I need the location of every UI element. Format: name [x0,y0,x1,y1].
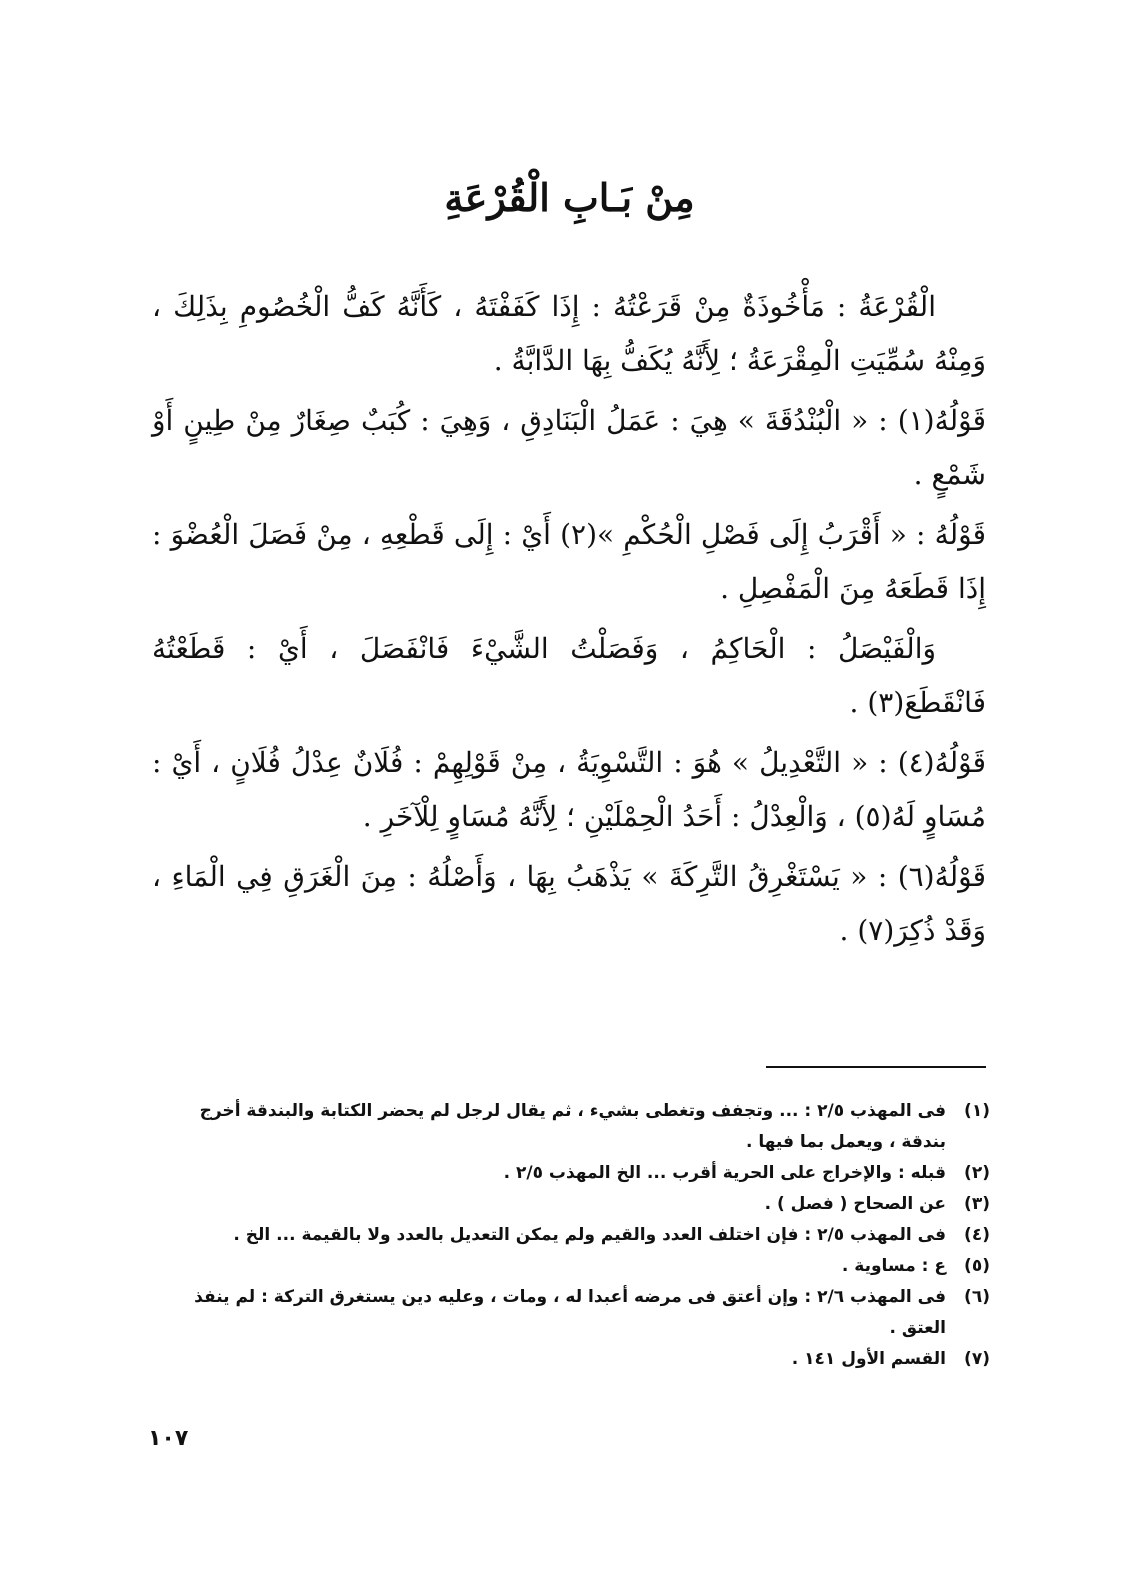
paragraph-qura-definition: الْقُرْعَةُ : مَأْخُوذَةٌ مِنْ قَرَعْتُهُ : إِذَا كَفَفْتَهُ ، كَأَنَّهُ كَفُّ الْخُصُومِ بِذَلِكَ ، وَمِنْهُ سُمِّيَتِ الْمِقْرَعَةُ ؛ لِأَنَّهُ يُكَفُّ بِهَا الدَّابَّةُ . [152,290,986,377]
footnote-3 [150,1189,990,1220]
footnote-number: (٤) [964,1225,990,1245]
paragraph-bunduqa: قَوْلُهُ(١) : « الْبُنْدُقَةَ » هِيَ : عَمَلُ الْبَنَادِقِ ، وَهِيَ : كُبَبٌ صِغَارٌ مِنْ طِينٍ أَوْ شَمْعٍ . [152,404,986,491]
footnote-text: فى المهذب ٢/٦ : وإن أعتق فى مرضه أعبدا له ، ومات ، وعليه دين يستغرق التركة : لم ينفذ العتق . [194,1287,946,1338]
paragraph-fasl-hukm: قَوْلُهُ : « أَقْرَبُ إِلَى فَصْلِ الْحُكْمِ »(٢) أَيْ : إِلَى قَطْعِهِ ، مِنْ فَصَلَ الْعُضْوَ : إِذَا قَطَعَهُ مِنَ الْمَفْصِلِ . [152,518,986,605]
footnote-number: (٧) [964,1349,990,1369]
footnote-text: ع : مساوية . [841,1256,946,1276]
footnote-text: قبله : والإخراج على الحرية أقرب ... الخ المهذب ٢/٥ . [503,1163,946,1183]
page-number: ١٠٧ [148,1426,189,1451]
footnote-1 [150,1096,990,1158]
main-text [152,280,986,964]
footnote-text: فى المهذب ٢/٥ : ... وتجفف وتغطى بشيء ، ثم يقال لرجل لم يحضر الكتابة والبندقة أخرج بندقة ، ويعمل بما فيها . [199,1101,946,1152]
footnote-number: (٢) [964,1163,990,1183]
footnote-6 [150,1282,990,1344]
footnote-5 [150,1251,990,1282]
footnote-text: عن الصحاح ( فصل ) . [764,1194,946,1214]
footnote-text: القسم الأول ١٤١ . [791,1349,946,1369]
footnote-4 [150,1220,990,1251]
paragraph-faysal: وَالْفَيْصَلُ : الْحَاكِمُ ، وَفَصَلْتُ الشَّيْءَ فَانْفَصَلَ ، أَيْ : قَطَعْتُهُ فَانْقَطَعَ(٣) . [152,632,986,719]
chapter-title: مِنْ بَـابِ الْقُرْعَةِ [444,175,695,220]
footnote-number: (٣) [964,1194,990,1214]
footnote-number: (٥) [964,1256,990,1276]
footnote-separator [766,1066,986,1068]
paragraph-yastaghriq: قَوْلُهُ(٦) : « يَسْتَغْرِقُ التَّرِكَةَ » يَذْهَبُ بِهَا ، وَأَصْلُهُ : مِنَ الْغَرَقِ فِي الْمَاءِ ، وَقَدْ ذُكِرَ(٧) . [152,860,986,947]
footnote-7 [150,1344,990,1375]
footnotes [150,1096,990,1375]
paragraph-tadil: قَوْلُهُ(٤) : « التَّعْدِيلُ » هُوَ : التَّسْوِيَةُ ، مِنْ قَوْلِهِمْ : فُلَانٌ عِدْلُ فُلَانٍ ، أَيْ : مُسَاوٍ لَهُ(٥) ، وَالْعِدْلُ : أَحَدُ الْحِمْلَيْنِ ؛ لِأَنَّهُ مُسَاوٍ لِلْآخَرِ . [152,746,986,833]
footnote-number: (٦) [964,1287,990,1307]
footnote-2 [150,1158,990,1189]
footnote-text: فى المهذب ٢/٥ : فإن اختلف العدد والقيم ولم يمكن التعديل بالعدد ولا بالقيمة ... الخ . [233,1225,946,1245]
footnote-number: (١) [964,1101,990,1121]
